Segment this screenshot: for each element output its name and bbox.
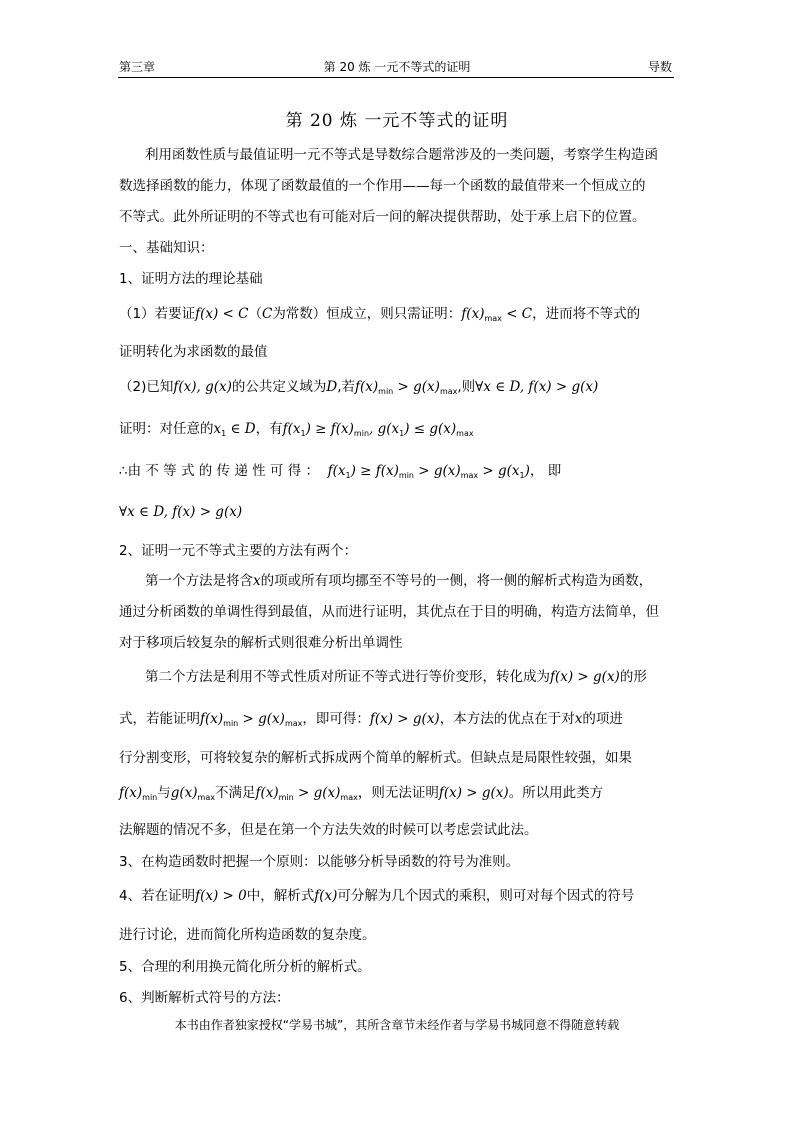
paragraph-4-line-2: ∀x ∈ D, f(x) > g(x)	[119, 504, 243, 520]
header-subject: 导数	[647, 60, 672, 74]
item-4-line-2: 进行讨论，进而简化所构造函数的复杂度。	[119, 927, 376, 943]
copyright-footer: 本书由作者独家授权“学易书城”，其所含章节未经作者与学易书城同意不得随意转载	[174, 1018, 620, 1032]
item-1-heading: 1、证明方法的理论基础	[119, 271, 263, 287]
method-1-line-3: 对于移项后较复杂的解析式则很难分析出单调性	[119, 635, 403, 651]
page-title: 第 20 炼 一元不等式的证明	[285, 111, 509, 131]
intro-line-1: 利用函数性质与最值证明一元不等式是导数综合题常涉及的一类问题，考察学生构造函	[145, 147, 658, 163]
method-1-line-1: 第一个方法是将含x的项或所有项均挪至不等号的一侧，将一侧的解析式构造为函数，	[145, 573, 653, 589]
paragraph-1-line-1: （1）若要证f(x) < C（C为常数）恒成立，则只需证明：$f(x)_{max} < C$，进而将不等式的	[119, 306, 641, 323]
header-lesson-title: 第 20 炼 一元不等式的证明	[323, 60, 471, 74]
paragraph-1-line-2: 证明转化为求函数的最值	[119, 344, 268, 360]
item-2-heading: 2、证明一元不等式主要的方法有两个：	[119, 543, 358, 559]
item-4-line-1: 4、若在证明f(x) > 0中，解析式f(x)可分解为几个因式的乘积，则可对每个因式的符号	[119, 888, 635, 904]
method-2-line-5: 法解题的情况不多，但是在第一个方法失效的时候可以考虑尝试此法。	[119, 822, 538, 838]
section-basics-heading: 一、基础知识：	[119, 240, 214, 256]
method-2-line-1: 第二个方法是利用不等式性质对所证不等式进行等价变形，转化成为f(x) > g(x)的形	[145, 669, 647, 685]
intro-line-2: 数选择函数的能力，体现了函数最值的一个作用——每一个函数的最值带来一个恒成立的	[119, 178, 646, 194]
paragraph-4-line-1: ∴由 不 等 式 的 传 递 性 可 得 ： $f(x_1) \ge f(x)_{min} > g(x)_{max} > g(x_1)$， 即	[119, 463, 562, 480]
item-5: 5、合理的利用换元简化所分析的解析式。	[119, 959, 371, 975]
item-3: 3、在构造函数时把握一个原则：以能够分析导函数的符号为准则。	[119, 854, 520, 870]
item-6: 6、判断解析式符号的方法：	[119, 990, 290, 1006]
method-2-line-3: 行分割变形，可将较复杂的解析式拆成两个简单的解析式。但缺点是局限性较强，如果	[119, 750, 632, 766]
header-divider	[118, 77, 674, 78]
paragraph-2: （2)已知f(x), g(x)的公共定义域为D,若$f(x)_{min} > g(x)_{max}$,则∀x ∈ D, f(x) > g(x)	[119, 379, 599, 396]
paragraph-3: 证明：对任意的$x_1$ ∈ D，有$f(x_1) \ge f(x)_{min}$, $g(x_1) \le g(x)_{max}$	[119, 421, 474, 438]
method-1-line-2: 通过分析函数的单调性得到最值，从而进行证明，其优点在于目的明确，构造方法简单，但	[119, 604, 659, 620]
header-chapter: 第三章	[119, 60, 156, 74]
method-2-line-2: 式，若能证明$f(x)_{min} > g(x)_{max}$，即可得：f(x) > g(x)，本方法的优点在于对x的项进	[119, 711, 623, 728]
intro-line-3: 不等式。此外所证明的不等式也有可能对后一问的解决提供帮助，处于承上启下的位置。	[119, 209, 646, 225]
method-2-line-4: $f(x)_{min}$与$g(x)_{max}$不满足$f(x)_{min} > g(x)_{max}$，则无法证明f(x) > g(x)。所以用此类方	[119, 785, 604, 802]
